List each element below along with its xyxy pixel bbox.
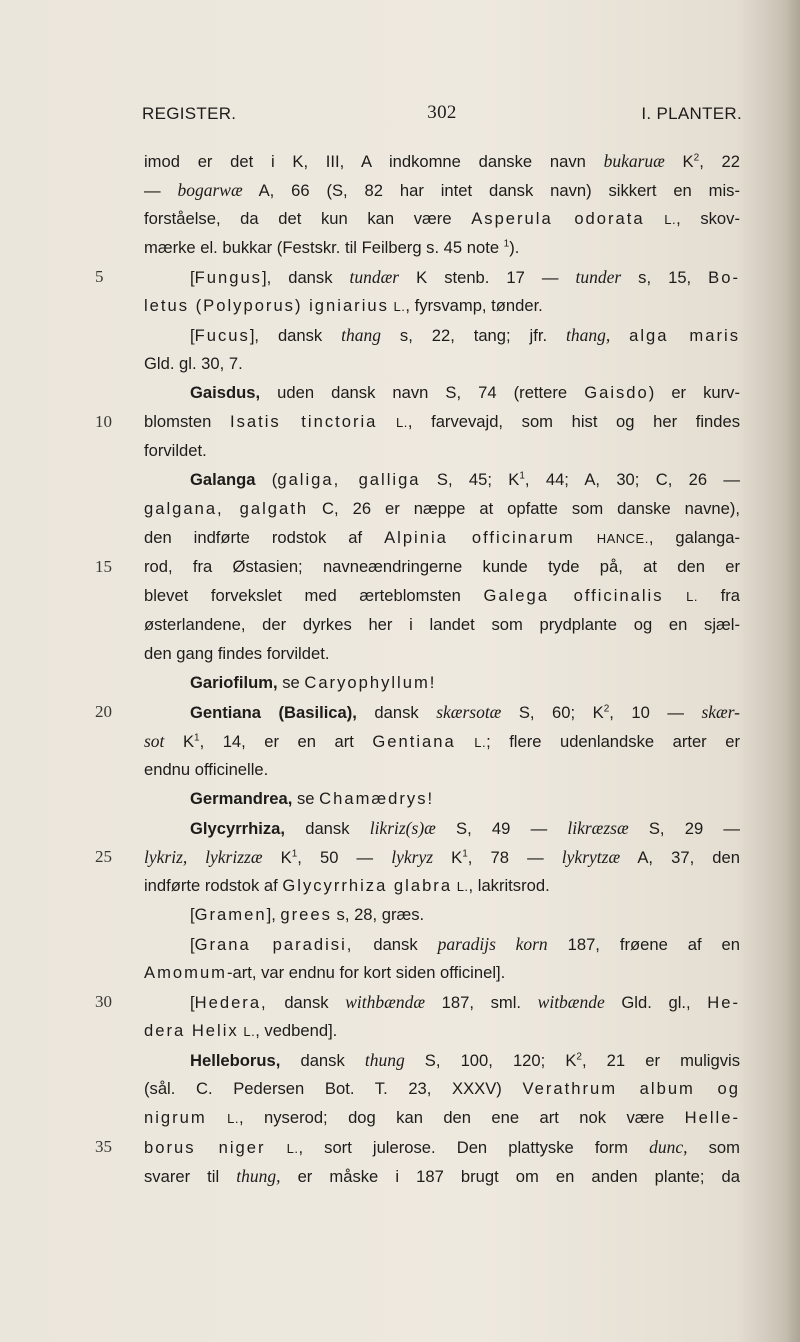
text-line: Gariofilum, se Caryophyllum! [190, 673, 437, 692]
text-line: Helleborus, dansk thung S, 100, 120; $K^2$, 21 er muligvis [190, 1050, 741, 1070]
text-line: rod, fra Østasien; navneændringerne kunde tyde på, at den er [144, 557, 740, 576]
running-head [142, 104, 742, 134]
text-line: den gang findes forvildet. [144, 644, 330, 663]
text-line: dera Helix L., vedbend]. [144, 1021, 338, 1040]
text-line: blevet forvekslet med ærteblomsten Galega officinalis L. fra [144, 586, 740, 605]
text-line: borus niger L., sort julerose. Den plattyske form dunc, som [144, 1137, 740, 1157]
text-line: forvildet. [144, 441, 207, 460]
header-right: I. PLANTER. [641, 104, 742, 123]
line-number: 35 [95, 1137, 112, 1156]
text-line: imod er det i K, III, A indkomne danske navn bukaruæ $K^2$, 22 [144, 151, 741, 171]
text-line: [Gramen], grees s, 28, græs. [190, 905, 425, 924]
text-line: letus (Polyporus) igniarius L., fyrsvamp, tønder. [144, 296, 543, 315]
line-number: 30 [95, 992, 112, 1011]
text-line: østerlandene, der dyrkes her i landet som prydplante og en sjæl- [144, 615, 740, 634]
page-edge-shadow [786, 0, 800, 1342]
text-line: lykriz, lykrizzæ $K^1$, 50 — lykryz $K^1$, 78 — lykrytzæ A, 37, den [144, 847, 740, 867]
text-line: sot $K^1$, 14, er en art Gentiana L.; flere udenlandske arter er [144, 731, 740, 751]
text-line: [Fucus], dansk thang s, 22, tang; jfr. thang, alga maris [190, 325, 740, 345]
text-line: Galanga (galiga, galliga S, 45; $K^1$, 44; A, 30; C, 26 — [190, 470, 740, 489]
text-line: Glycyrrhiza, dansk likriz(s)æ S, 49 — likræzsæ S, 29 — [190, 818, 740, 838]
text-line: svarer til thung, er måske i 187 brugt om en anden plante; da [144, 1166, 741, 1186]
text-line: [Hedera, dansk withbændæ 187, sml. witbænde Gld. gl., He- [190, 992, 740, 1012]
text-line: blomsten Isatis tinctoria L., farvevajd, som hist og her findes [144, 412, 740, 431]
text-line: Gentiana (Basilica), dansk skærsotæ S, 60; $K^2$, 10 — skær- [190, 702, 740, 722]
text-line: (sål. C. Pedersen Bot. T. 23, XXXV) Verathrum album og [144, 1079, 740, 1098]
text-line: forståelse, da det kun kan være Asperula odorata L., skov- [144, 209, 740, 228]
text-line: indførte rodstok af Glycyrrhiza glabra L., lakritsrod. [144, 876, 550, 895]
text-line: Amomum-art, var endnu for kort siden officinel]. [144, 963, 506, 982]
text-line: Gaisdus, uden dansk navn S, 74 (rettere Gaisdo) er kurv- [190, 383, 741, 402]
text-line: mærke el. bukkar (Festskr. til Feilberg s. 45 note $^1$). [144, 238, 520, 257]
line-number: 10 [95, 412, 112, 431]
text-line: [Grana paradisi, dansk paradijs korn 187, frøene af en [190, 934, 740, 954]
text-line: endnu officinelle. [144, 760, 269, 779]
header-left: REGISTER. [142, 104, 237, 123]
text-line: galgana, galgath C, 26 er næppe at opfatte som danske navne), [144, 499, 740, 518]
line-number: 5 [95, 267, 104, 286]
text-line: Gld. gl. 30, 7. [144, 354, 243, 373]
page-number: 302 [427, 102, 457, 123]
text-line: den indførte rodstok af Alpinia officinarum HANCE., galanga- [144, 528, 740, 547]
text-line: Germandrea, se Chamædrys! [190, 789, 435, 808]
text-line: nigrum L., nyserod; dog kan den ene art nok være Helle- [144, 1108, 740, 1127]
line-number: 20 [95, 702, 112, 721]
line-number: 15 [95, 557, 112, 576]
text-line: [Fungus], dansk tundær K stenb. 17 — tunder s, 15, Bo- [190, 267, 740, 287]
text-line: — bogarwæ A, 66 (S, 82 har intet dansk navn) sikkert en mis- [144, 180, 740, 200]
line-number: 25 [95, 847, 112, 866]
